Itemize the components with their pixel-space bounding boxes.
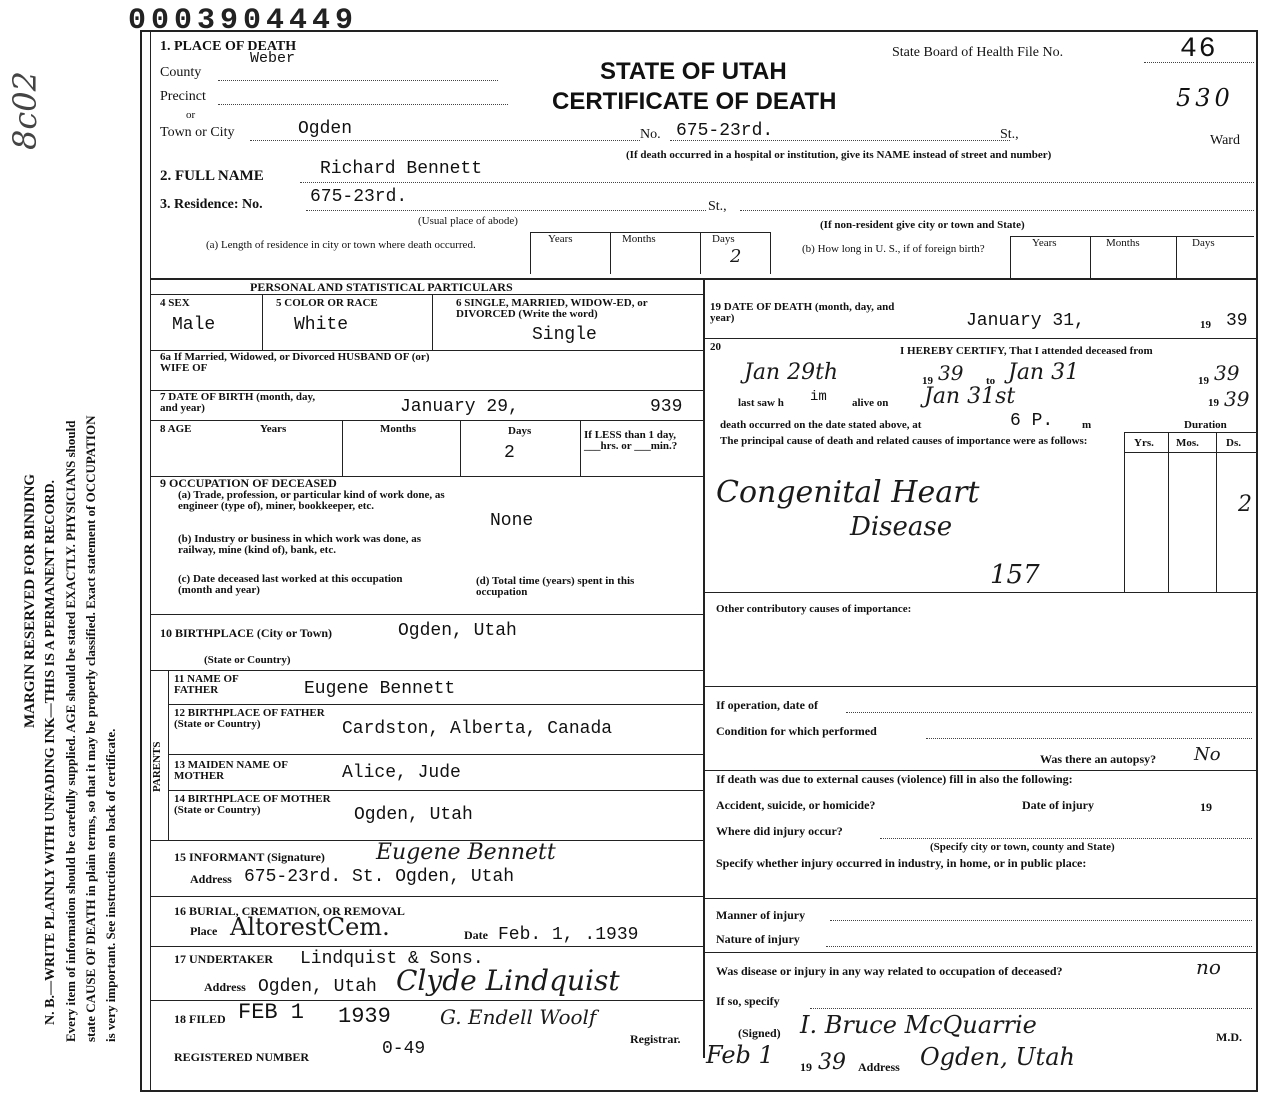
- town-label: Town or City: [160, 125, 235, 140]
- contributory-label: Other contributory causes of importance:: [716, 603, 912, 615]
- less-than-day-label: If LESS than 1 day, ___hrs. or ___min.?: [584, 429, 678, 452]
- occupation-b-label: (b) Industry or business in which work was done, as railway, mine (kind of), bank, etc.: [178, 533, 422, 556]
- autopsy-label: Was there an autopsy?: [1040, 752, 1157, 766]
- street-no-label: No.: [640, 127, 661, 142]
- attended-to-date: Jan 31: [1008, 360, 1080, 385]
- occupation-label: 9 OCCUPATION OF DECEASED: [160, 476, 337, 490]
- to-label: to: [986, 375, 996, 387]
- burial-place-label: Place: [190, 924, 218, 938]
- margin-instructions-2: state CAUSE OF DEATH in plain terms, so that it may be properly classified. Exact statement of OCCUPATION: [83, 415, 98, 1042]
- if-so-specify-label: If so, specify: [716, 994, 780, 1008]
- occupation-d-label: (d) Total time (years) spent in this occupation: [476, 575, 635, 598]
- injury-date-century: 19: [1200, 800, 1212, 814]
- specify-city-label: (Specify city or town, county and State): [930, 841, 1115, 853]
- occupation-c-label: (c) Date deceased last worked at this occupation (month and year): [178, 573, 403, 596]
- operation-label: If operation, date of: [716, 698, 818, 712]
- occupation-related-value: no: [1196, 955, 1221, 979]
- residence-label: 3. Residence: No.: [160, 197, 263, 212]
- state-title: STATE OF UTAH: [600, 58, 787, 85]
- age-days-value: 2: [504, 443, 515, 463]
- residence-months-label: Months: [622, 233, 656, 245]
- certificate-title: CERTIFICATE OF DEATH: [552, 88, 837, 115]
- sex-value: Male: [172, 315, 216, 335]
- where-injury-label: Where did injury occur?: [716, 824, 843, 838]
- external-causes-label: If death was due to external causes (violence) fill in also the following:: [716, 772, 1073, 786]
- undertaker-signature: Clyde Lindquist: [396, 964, 620, 997]
- undertaker-address-label: Address: [204, 980, 246, 994]
- town-value: Ogden: [298, 119, 353, 139]
- attended-from-year: 39: [938, 361, 964, 385]
- cause-line-1: Congenital Heart: [716, 475, 980, 510]
- alive-century: 19: [1208, 397, 1219, 409]
- date-of-death-century: 19: [1200, 319, 1211, 331]
- usual-abode-label: (Usual place of abode): [418, 215, 518, 227]
- us-residence-label: (b) How long in U. S., if of foreign birth?: [802, 243, 985, 255]
- color-label: 5 COLOR OR RACE: [276, 297, 378, 309]
- dob-value: January 29,: [400, 397, 519, 417]
- file-no-label: State Board of Health File No.: [892, 45, 1064, 60]
- filed-label: 18 FILED: [174, 1012, 226, 1026]
- nonresident-label: (If non-resident give city or town and State): [820, 219, 1025, 231]
- residence-value: 675-23rd.: [310, 187, 408, 207]
- burial-date-label: Date: [464, 928, 488, 942]
- mother-value: Alice, Jude: [342, 763, 461, 783]
- father-birthplace-value: Cardston, Alberta, Canada: [342, 719, 613, 739]
- personal-header: PERSONAL AND STATISTICAL PARTICULARS: [250, 280, 513, 294]
- informant-address-label: Address: [190, 872, 232, 886]
- informant-label: 15 INFORMANT (Signature): [174, 850, 325, 864]
- attended-from-date: Jan 29th: [744, 360, 839, 385]
- father-birthplace-label: 12 BIRTHPLACE OF FATHER (State or Country): [174, 707, 325, 730]
- dob-label: 7 DATE OF BIRTH (month, day, and year): [160, 391, 316, 414]
- birthplace-state-label: (State or Country): [204, 654, 291, 666]
- md-label: M.D.: [1216, 1030, 1242, 1044]
- marital-label: 6 SINGLE, MARRIED, WIDOW-ED, or DIVORCED (Write the word): [456, 297, 648, 320]
- age-years-label: Years: [260, 423, 287, 435]
- date-of-death-value: January 31,: [966, 311, 1085, 331]
- duration-yrs-label: Yrs.: [1134, 437, 1154, 449]
- death-time: 6 P.: [1010, 411, 1054, 431]
- burial-label: 16 BURIAL, CREMATION, OR REMOVAL: [174, 904, 405, 918]
- certify-number: 20: [710, 341, 721, 353]
- autopsy-value: No: [1194, 744, 1221, 765]
- alive-year: 39: [1224, 387, 1250, 411]
- parents-label: PARENTS: [151, 741, 163, 792]
- margin-handwriting: 8c02: [6, 71, 44, 150]
- mother-birthplace-value: Ogden, Utah: [354, 805, 473, 825]
- cause-line-2: Disease: [850, 512, 953, 542]
- attended-to-year: 39: [1214, 361, 1240, 385]
- or-label: or: [186, 109, 196, 121]
- nature-of-injury-label: Nature of injury: [716, 932, 800, 946]
- signature-address-label: Address: [858, 1060, 900, 1074]
- file-no-secondary: 530: [1176, 84, 1234, 112]
- death-time-m: m: [1082, 419, 1092, 431]
- full-name-value: Richard Bennett: [320, 159, 483, 179]
- cause-code: 157: [990, 560, 1040, 590]
- informant-signature: Eugene Bennett: [376, 840, 556, 865]
- place-of-death-label: 1. PLACE OF DEATH: [160, 39, 297, 54]
- spouse-label: 6a If Married, Widowed, or Divorced HUSBAND OF (or) WIFE OF: [160, 351, 430, 374]
- to-century: 19: [1198, 375, 1209, 387]
- filed-year: 1939: [338, 1004, 391, 1029]
- registered-number-label: REGISTERED NUMBER: [174, 1050, 310, 1064]
- informant-address: 675-23rd. St. Ogden, Utah: [244, 867, 515, 887]
- birthplace-value: Ogden, Utah: [398, 621, 517, 641]
- hospital-note: (If death occurred in a hospital or institution, give its NAME instead of street and number): [626, 149, 1052, 161]
- margin-permanent-note: N. B.—WRITE PLAINLY WITH UNFADING INK—THIS IS A PERMANENT RECORD.: [43, 479, 58, 1025]
- father-label: 11 NAME OF FATHER: [174, 673, 239, 696]
- occupation-related-label: Was disease or injury in any way related to occupation of deceased?: [716, 964, 1063, 978]
- residence-length-label: (a) Length of residence in city or town where death occurred.: [206, 239, 476, 251]
- residence-st-label: St.,: [708, 199, 727, 214]
- birthplace-label: 10 BIRTHPLACE (City or Town): [160, 626, 333, 640]
- registrar-signature: G. Endell Woolf: [440, 1005, 597, 1029]
- signature-year: 39: [818, 1050, 846, 1075]
- residence-days-label: Days: [712, 233, 735, 245]
- county-label: County: [160, 65, 202, 80]
- margin-binding-note: MARGIN RESERVED FOR BINDING: [22, 473, 38, 728]
- signed-label: (Signed): [738, 1026, 781, 1040]
- street-label: St.,: [1000, 127, 1019, 142]
- certify-label: I HEREBY CERTIFY, That I attended deceased from: [900, 345, 1153, 357]
- residence-years-label: Years: [548, 233, 573, 245]
- injury-date-label: Date of injury: [1022, 798, 1094, 812]
- certificate-number: 0003904449: [128, 4, 359, 38]
- alive-on-label: alive on: [852, 397, 889, 409]
- street-no-value: 675-23rd.: [676, 121, 774, 141]
- undertaker-value: Lindquist & Sons.: [300, 949, 484, 969]
- file-no-value: 46: [1180, 34, 1218, 65]
- residence-days-value: 2: [730, 246, 742, 267]
- condition-label: Condition for which performed: [716, 724, 877, 738]
- color-value: White: [294, 315, 349, 335]
- signature-address: Ogden, Utah: [920, 1043, 1075, 1071]
- last-saw-him: im: [810, 389, 827, 405]
- date-of-death-year: 39: [1226, 311, 1248, 331]
- burial-place-value: AltorestCem.: [230, 913, 390, 941]
- signature-date: Feb 1: [706, 1041, 774, 1069]
- death-occurred-label: death occurred on the date stated above, at: [720, 419, 922, 431]
- us-months-label: Months: [1106, 237, 1140, 249]
- father-value: Eugene Bennett: [304, 679, 456, 699]
- burial-date-value: Feb. 1, .1939: [498, 925, 639, 945]
- date-of-death-label: 19 DATE OF DEATH (month, day, and year): [710, 301, 895, 324]
- registrar-label: Registrar.: [630, 1032, 681, 1046]
- age-months-label: Months: [380, 423, 417, 435]
- margin-instructions-1: Every item of information should be carefully supplied. AGE should be stated EXACTLY. PHYSICIANS should: [63, 420, 78, 1042]
- duration-mos-label: Mos.: [1176, 437, 1199, 449]
- accident-label: Accident, suicide, or homicide?: [716, 798, 876, 812]
- last-saw-label: last saw h: [738, 397, 784, 409]
- signature-century: 19: [800, 1060, 812, 1074]
- occupation-value: None: [490, 511, 534, 531]
- age-label: 8 AGE: [160, 423, 192, 435]
- marital-value: Single: [532, 325, 597, 345]
- precinct-label: Precinct: [160, 89, 206, 104]
- registered-number-value: 0-49: [382, 1039, 426, 1059]
- mother-birthplace-label: 14 BIRTHPLACE OF MOTHER (State or Country): [174, 793, 331, 816]
- physician-signature: I. Bruce McQuarrie: [800, 1011, 1037, 1039]
- alive-date: Jan 31st: [924, 384, 1016, 409]
- margin-instructions-3: is very important. See instructions on back of certificate.: [103, 728, 118, 1042]
- duration-label: Duration: [1184, 419, 1227, 431]
- dob-year: 939: [650, 397, 683, 417]
- duration-ds-value: 2: [1238, 492, 1252, 517]
- age-days-label: Days: [508, 425, 532, 437]
- cause-label: The principal cause of death and related causes of importance were as follows:: [720, 435, 1088, 447]
- undertaker-label: 17 UNDERTAKER: [174, 952, 274, 966]
- mother-label: 13 MAIDEN NAME OF MOTHER: [174, 759, 288, 782]
- us-years-label: Years: [1032, 237, 1057, 249]
- duration-ds-label: Ds.: [1226, 437, 1241, 449]
- undertaker-address: Ogden, Utah: [258, 977, 377, 997]
- sex-label: 4 SEX: [160, 297, 190, 309]
- occupation-a-label: (a) Trade, profession, or particular kind of work done, as engineer (type of), miner, bookkeeper, etc.: [178, 489, 445, 512]
- filed-date: FEB 1: [238, 1000, 305, 1025]
- from-century: 19: [922, 375, 933, 387]
- us-days-label: Days: [1192, 237, 1215, 249]
- ward-label: Ward: [1210, 133, 1240, 148]
- county-value: Weber: [250, 50, 296, 67]
- specify-industry-label: Specify whether injury occurred in industry, in home, or in public place:: [716, 856, 1087, 870]
- manner-of-injury-label: Manner of injury: [716, 908, 806, 922]
- full-name-label: 2. FULL NAME: [160, 168, 264, 184]
